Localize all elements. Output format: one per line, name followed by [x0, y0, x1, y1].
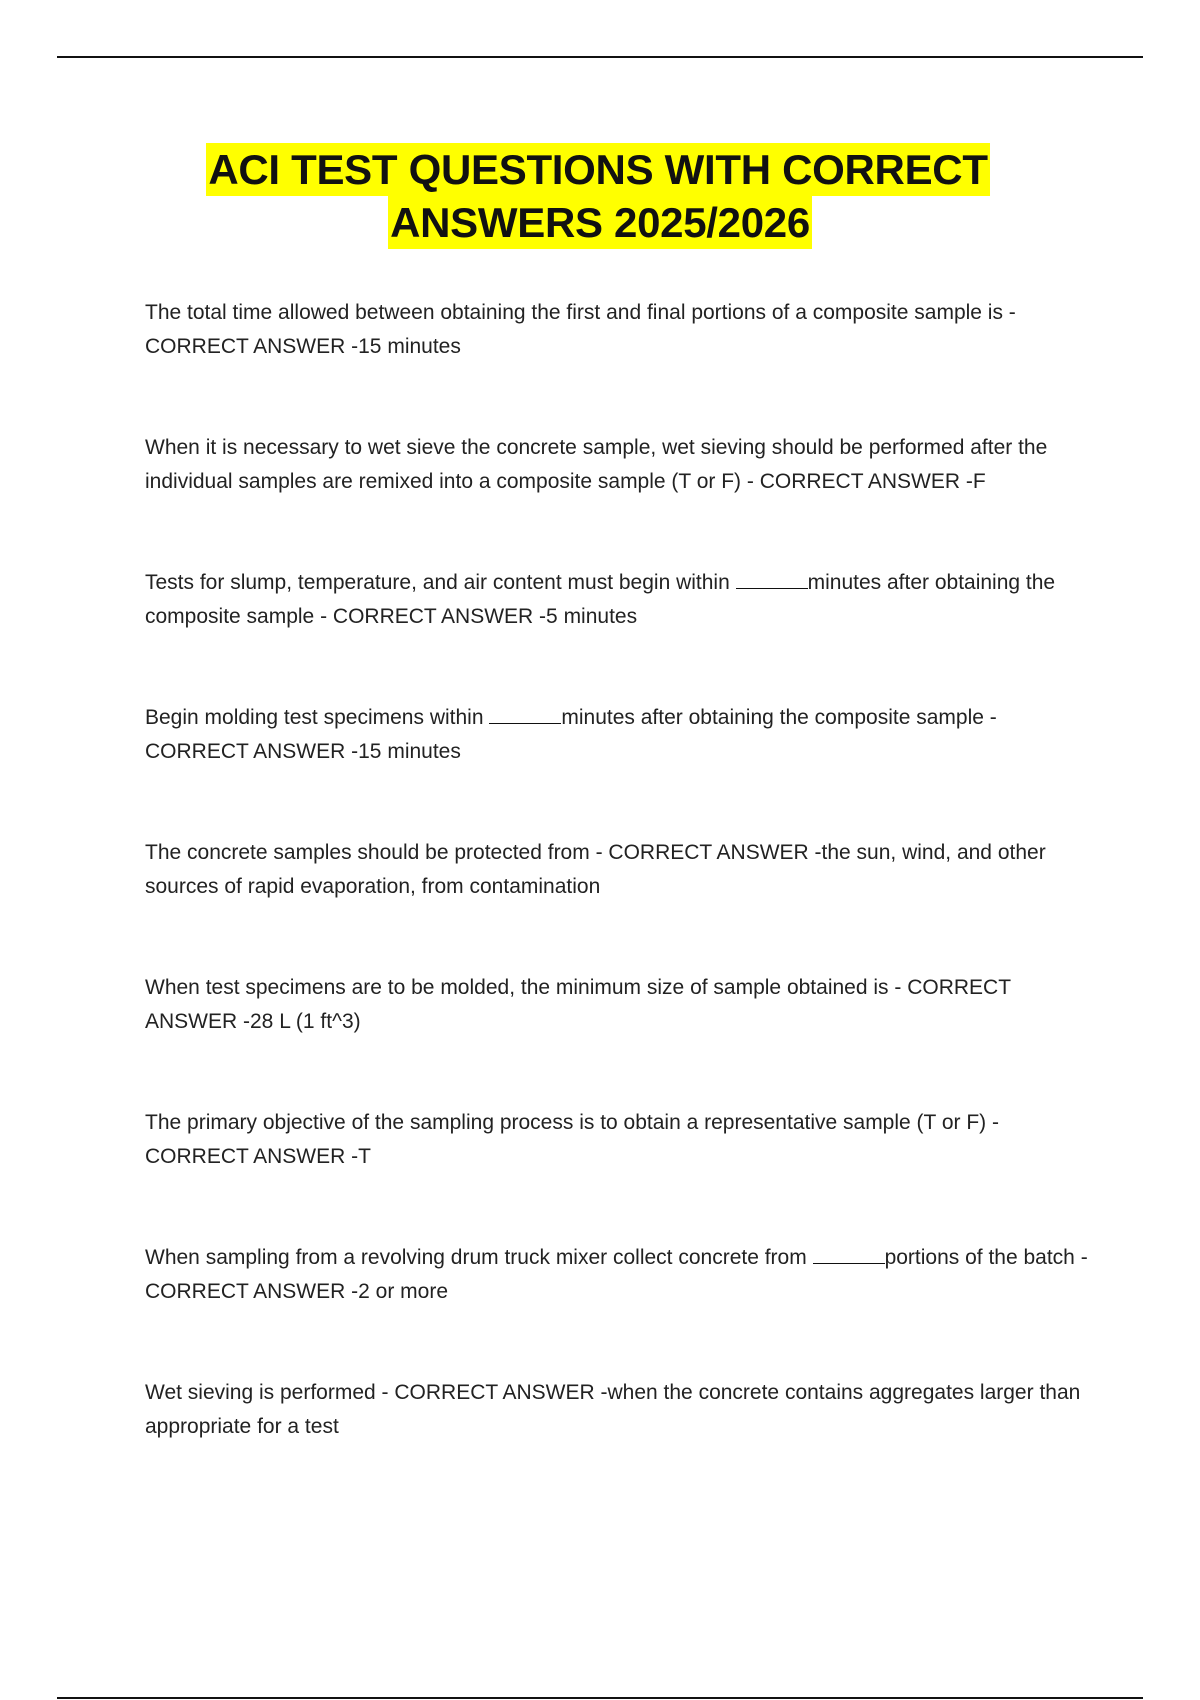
- title-line-2: ANSWERS 2025/2026: [388, 196, 812, 249]
- answer-text: CORRECT ANSWER -the sun, wind, and other sources of rapid evaporation, from contamination: [145, 841, 1046, 898]
- qa-item: [145, 1106, 1095, 1241]
- question-text: When sampling from a revolving drum truck mixer collect concrete from: [145, 1246, 807, 1269]
- question-text-continued: minutes after obtaining the composite sample -: [145, 571, 1056, 628]
- question-text-continued: portions of the batch -: [884, 1246, 1088, 1269]
- answer-text: CORRECT ANSWER -5 minutes: [332, 605, 638, 628]
- header-rule: [57, 56, 1143, 58]
- question-text: The primary objective of the sampling process is to obtain a representative sample (T or F) -: [145, 1111, 999, 1134]
- answer-text: CORRECT ANSWER -T: [145, 1145, 371, 1168]
- answer-text: CORRECT ANSWER -F: [759, 470, 986, 493]
- answer-text: CORRECT ANSWER -28 L (1 ft^3): [145, 976, 1011, 1033]
- answer-text: CORRECT ANSWER -when the concrete contains aggregates larger than appropriate for a test: [145, 1381, 1081, 1438]
- qa-item: [145, 836, 1095, 971]
- qa-item: [145, 1241, 1095, 1376]
- question-text: The total time allowed between obtaining the first and final portions of a composite sample is -: [145, 301, 1016, 324]
- question-text: When it is necessary to wet sieve the concrete sample, wet sieving should be performed after the individual samples are remixed into a composite sample (T or F) -: [145, 436, 1048, 493]
- answer-text: CORRECT ANSWER -2 or more: [145, 1280, 448, 1303]
- question-text-continued: minutes after obtaining the composite sample -: [561, 706, 997, 729]
- question-text: Tests for slump, temperature, and air content must begin within: [145, 571, 730, 594]
- qa-item: [145, 971, 1095, 1106]
- title-line-1: ACI TEST QUESTIONS WITH CORRECT: [206, 143, 989, 196]
- question-text: Begin molding test specimens within: [145, 706, 484, 729]
- qa-item: [145, 566, 1095, 701]
- answer-blank: [813, 1245, 885, 1264]
- page-title: [0, 143, 1200, 249]
- qa-item: [145, 431, 1095, 566]
- qa-item: [145, 1376, 1095, 1511]
- answer-text: CORRECT ANSWER -15 minutes: [145, 740, 461, 763]
- question-text: Wet sieving is performed -: [145, 1381, 389, 1404]
- question-text: The concrete samples should be protected from -: [145, 841, 603, 864]
- answer-text: CORRECT ANSWER -15 minutes: [145, 335, 461, 358]
- question-list: [145, 296, 1095, 1511]
- answer-blank: [736, 570, 808, 589]
- question-text: When test specimens are to be molded, the minimum size of sample obtained is -: [145, 976, 902, 999]
- qa-item: [145, 701, 1095, 836]
- qa-item: [145, 296, 1095, 431]
- footer-rule: [57, 1697, 1143, 1699]
- answer-blank: [489, 705, 561, 724]
